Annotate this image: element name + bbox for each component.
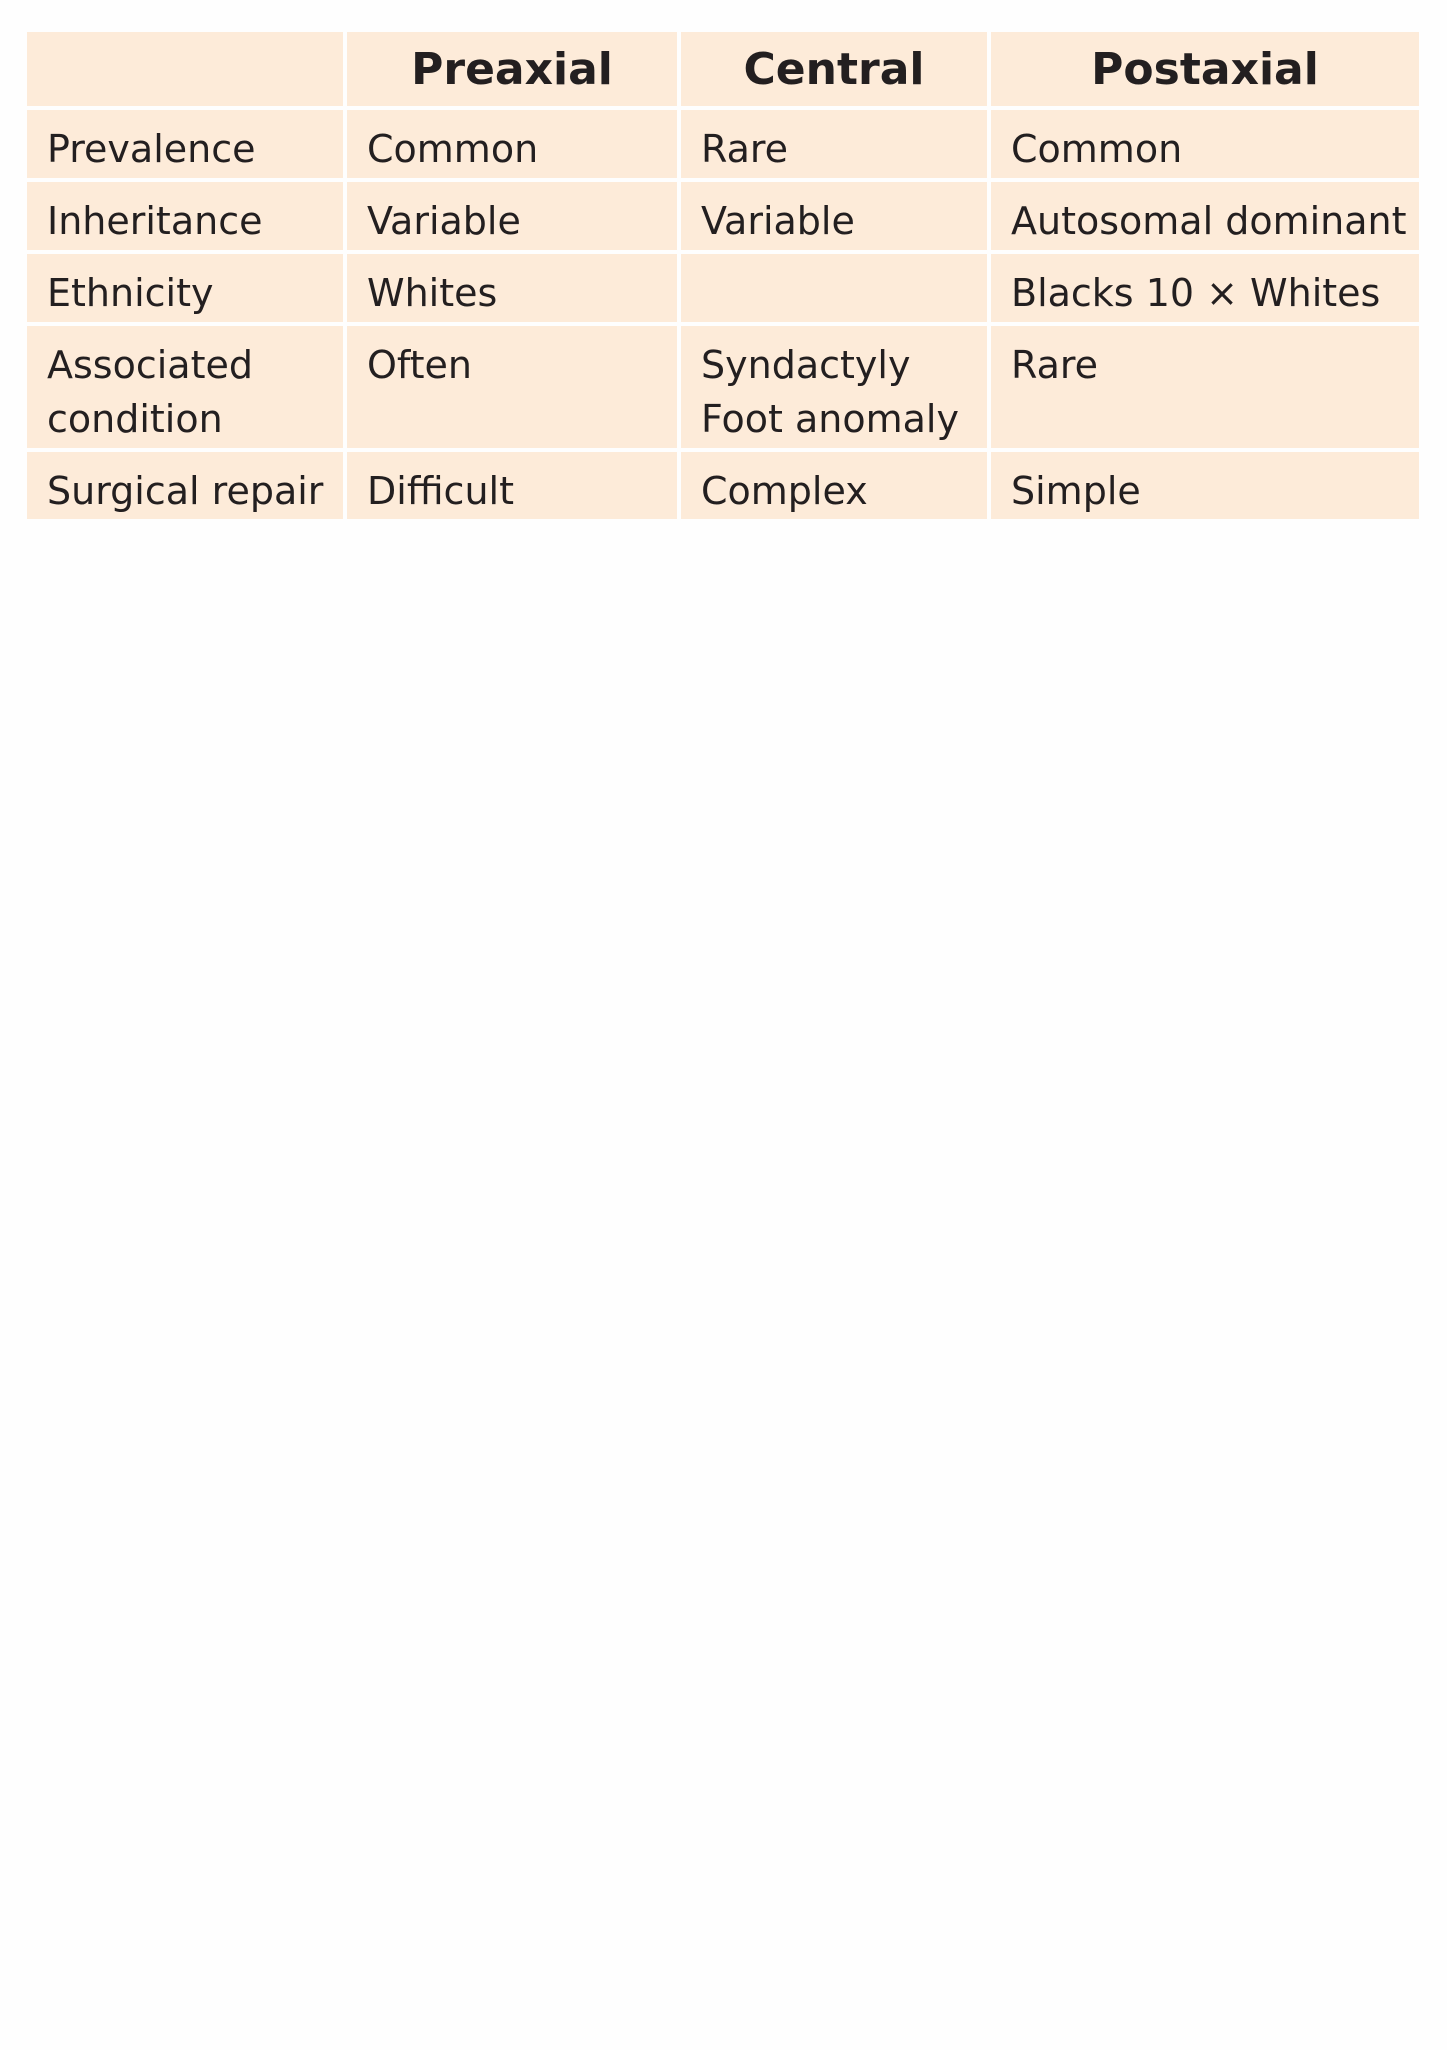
row-label-ethnicity (27, 254, 343, 322)
cell-text: Blacks 10 × Whites (1011, 271, 1381, 315)
cell-text: Simple (1011, 469, 1141, 513)
row-label-prevalence (27, 110, 343, 178)
table-cell (347, 326, 677, 448)
table-cell (681, 452, 987, 519)
cell-text: Common (1011, 127, 1183, 171)
cell-text: Common (367, 127, 539, 171)
cell-text: Often (367, 343, 472, 387)
cell-text: Autosomal dominant (1011, 199, 1407, 243)
cell-text: Rare (701, 127, 789, 171)
cell-text: Associated (47, 343, 253, 387)
table-cell (347, 254, 677, 322)
cell-text: Prevalence (47, 127, 256, 171)
cell-text: Syndactyly (701, 343, 911, 387)
cell-text: Ethnicity (47, 271, 214, 315)
table-cell (347, 182, 677, 250)
cell-text: Inheritance (47, 199, 263, 243)
cell-text: Variable (701, 199, 855, 243)
row-label-surgical-repair (27, 452, 343, 519)
cell-text: Variable (367, 199, 521, 243)
header-postaxial: Postaxial (991, 32, 1419, 106)
table-cell (991, 110, 1419, 178)
table-cell-empty (681, 254, 987, 322)
table-cell (991, 452, 1419, 519)
cell-text: Difficult (367, 469, 514, 513)
cell-text: Rare (1011, 343, 1099, 387)
header-corner-cell (27, 32, 343, 106)
table-cell (991, 182, 1419, 250)
header-preaxial: Preaxial (347, 32, 677, 106)
table-cell (681, 182, 987, 250)
cell-text: Foot anomaly (701, 397, 959, 441)
row-label-inheritance (27, 182, 343, 250)
comparison-table (27, 32, 1419, 519)
table-cell (991, 254, 1419, 322)
table-cell (681, 110, 987, 178)
cell-text: condition (47, 397, 223, 441)
table-cell (991, 326, 1419, 448)
row-label-associated-condition (27, 326, 343, 448)
cell-text: Surgical repair (47, 469, 324, 513)
table-cell (347, 452, 677, 519)
cell-text: Whites (367, 271, 498, 315)
header-central: Central (681, 32, 987, 106)
table-cell (681, 326, 987, 448)
cell-text: Complex (701, 469, 868, 513)
table-cell (347, 110, 677, 178)
